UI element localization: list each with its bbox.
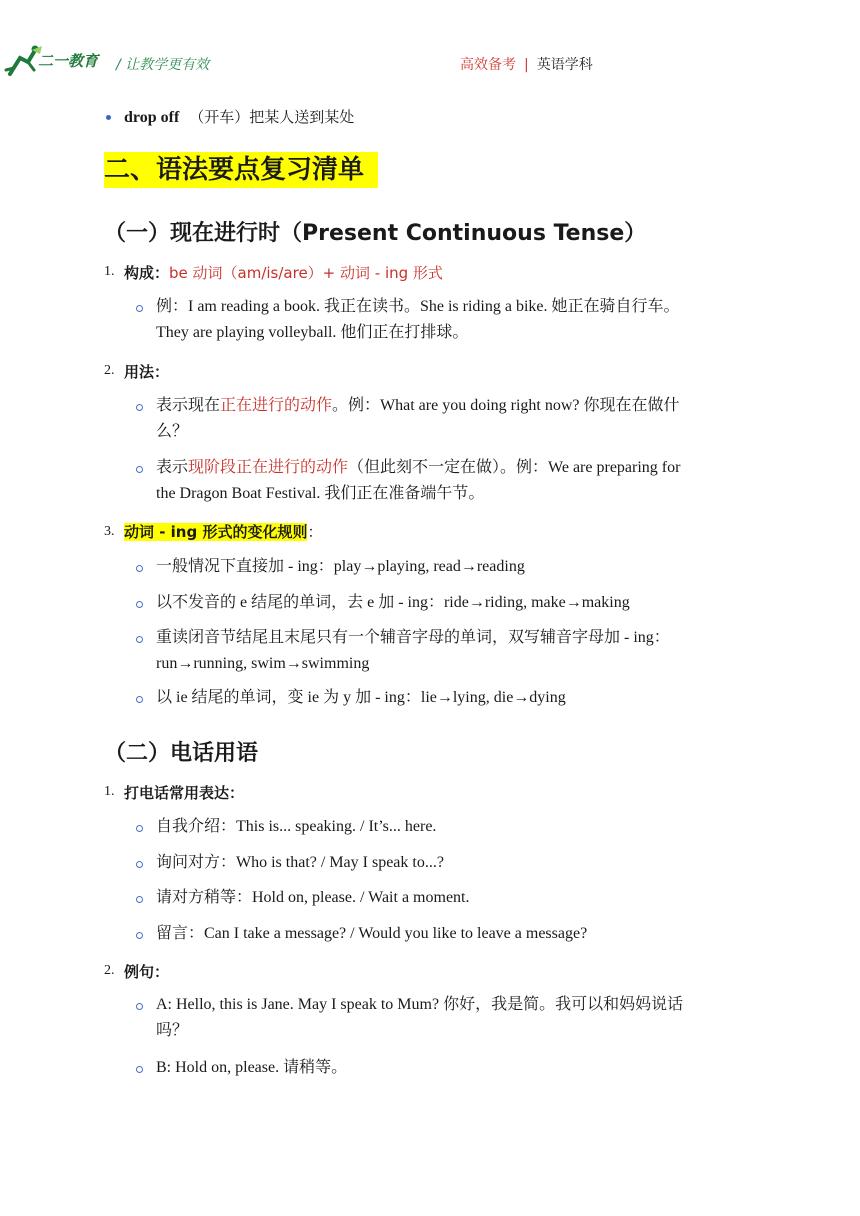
list-item: 自我介绍：This is... speaking. / It’s... here.: [156, 818, 437, 835]
item-label: [124, 262, 443, 283]
text-run: 。例：What are you doing right now? 你现在在做什: [332, 397, 680, 414]
list-item: [156, 393, 680, 445]
highlight-text: 正在进行的动作: [220, 397, 333, 414]
list-number: 3.: [104, 524, 115, 539]
list-number: 1.: [104, 784, 115, 799]
header-label-subject: 英语学科: [536, 57, 593, 73]
sub-bullet-icon: [136, 825, 143, 832]
list-item-line: run→running, swim→swimming: [156, 655, 370, 672]
list-item: 留言：Can I take a message? / Would you like to leave a message?: [156, 925, 588, 942]
part1-title-text: （一）现在进行时（Present Continuous Tense）: [104, 221, 647, 246]
text-run: 表示: [156, 459, 189, 476]
sub-bullet-icon: [136, 1003, 143, 1010]
highlight-text: 现阶段正在进行的动作: [188, 459, 349, 476]
section-title: 二、语法要点复习清单: [104, 152, 378, 188]
item-label: [124, 521, 322, 542]
item-label-highlighted: 动词 - ing 形式的变化规则: [124, 523, 308, 541]
list-number: 2.: [104, 363, 115, 378]
list-item: [156, 294, 680, 346]
list-number: 2.: [104, 963, 115, 978]
header-label-exam: 高效备考: [460, 57, 516, 73]
header-slogan: / 让教学更有效: [116, 57, 210, 73]
logo-text: 二一教育: [38, 52, 99, 70]
list-item: 以不发音的 e 结尾的单词，去 e 加 - ing：ride→riding, make→making: [156, 594, 630, 611]
page-header: [0, 0, 860, 90]
list-item-line: 例：I am reading a book. 我正在读书。She is riding a bike. 她正在骑自行车。: [156, 298, 680, 315]
sub-bullet-icon: [136, 636, 143, 643]
text-run: （但此刻不一定在做）。例：We are preparing for: [348, 459, 681, 476]
text-run: 表示现在: [156, 397, 221, 414]
header-subject: [460, 54, 593, 74]
item-label-text: 构成：: [124, 264, 170, 282]
list-number: 1.: [104, 264, 115, 279]
sub-bullet-icon: [136, 932, 143, 939]
list-item: 一般情况下直接加 - ing：play→playing, read→reading: [156, 558, 525, 575]
sub-bullet-icon: [136, 861, 143, 868]
part1-title: [104, 216, 646, 247]
item-label-formula: be 动词（am/is/are）+ 动词 - ing 形式: [169, 264, 443, 282]
part2-title: （二）电话用语: [104, 741, 259, 766]
sub-bullet-icon: [136, 696, 143, 703]
list-item-line: 重读闭音节结尾且末尾只有一个辅音字母的单词，双写辅音字母加 - ing：: [156, 629, 670, 646]
sub-bullet-icon: [136, 466, 143, 473]
list-item: 请对方稍等：Hold on, please. / Wait a moment.: [156, 889, 470, 906]
list-item: [156, 455, 680, 507]
list-item-line: 么？: [156, 423, 189, 440]
list-item-line: They are playing volleyball. 他们正在打排球。: [156, 324, 469, 341]
vocab-meaning: （开车）把某人送到某处: [189, 108, 355, 126]
list-item: 以 ie 结尾的单词，变 ie 为 y 加 - ing：lie→lying, die→dying: [156, 689, 566, 706]
sub-bullet-icon: [136, 305, 143, 312]
vocab-item: [124, 106, 354, 127]
item-label-tail: ：: [307, 523, 323, 541]
item-label: 打电话常用表达：: [124, 784, 245, 802]
header-separator: |: [524, 57, 529, 73]
sub-bullet-icon: [136, 601, 143, 608]
list-item-line: the Dragon Boat Festival. 我们正在准备端午节。: [156, 485, 485, 502]
sub-bullet-icon: [136, 404, 143, 411]
item-label: 用法：: [124, 363, 170, 381]
list-item: [156, 992, 683, 1044]
list-item: [156, 625, 670, 677]
bullet-icon: [106, 115, 111, 120]
list-item-line: 吗？: [156, 1022, 189, 1039]
sub-bullet-icon: [136, 1066, 143, 1073]
sub-bullet-icon: [136, 565, 143, 572]
vocab-term: drop off: [124, 109, 180, 126]
item-label: 例句：: [124, 963, 170, 981]
list-item: B: Hold on, please. 请稍等。: [156, 1059, 348, 1076]
list-item-line: A: Hello, this is Jane. May I speak to Mum? 你好，我是简。我可以和妈妈说话: [156, 996, 684, 1013]
list-item: 询问对方：Who is that? / May I speak to...?: [156, 854, 444, 871]
sub-bullet-icon: [136, 896, 143, 903]
